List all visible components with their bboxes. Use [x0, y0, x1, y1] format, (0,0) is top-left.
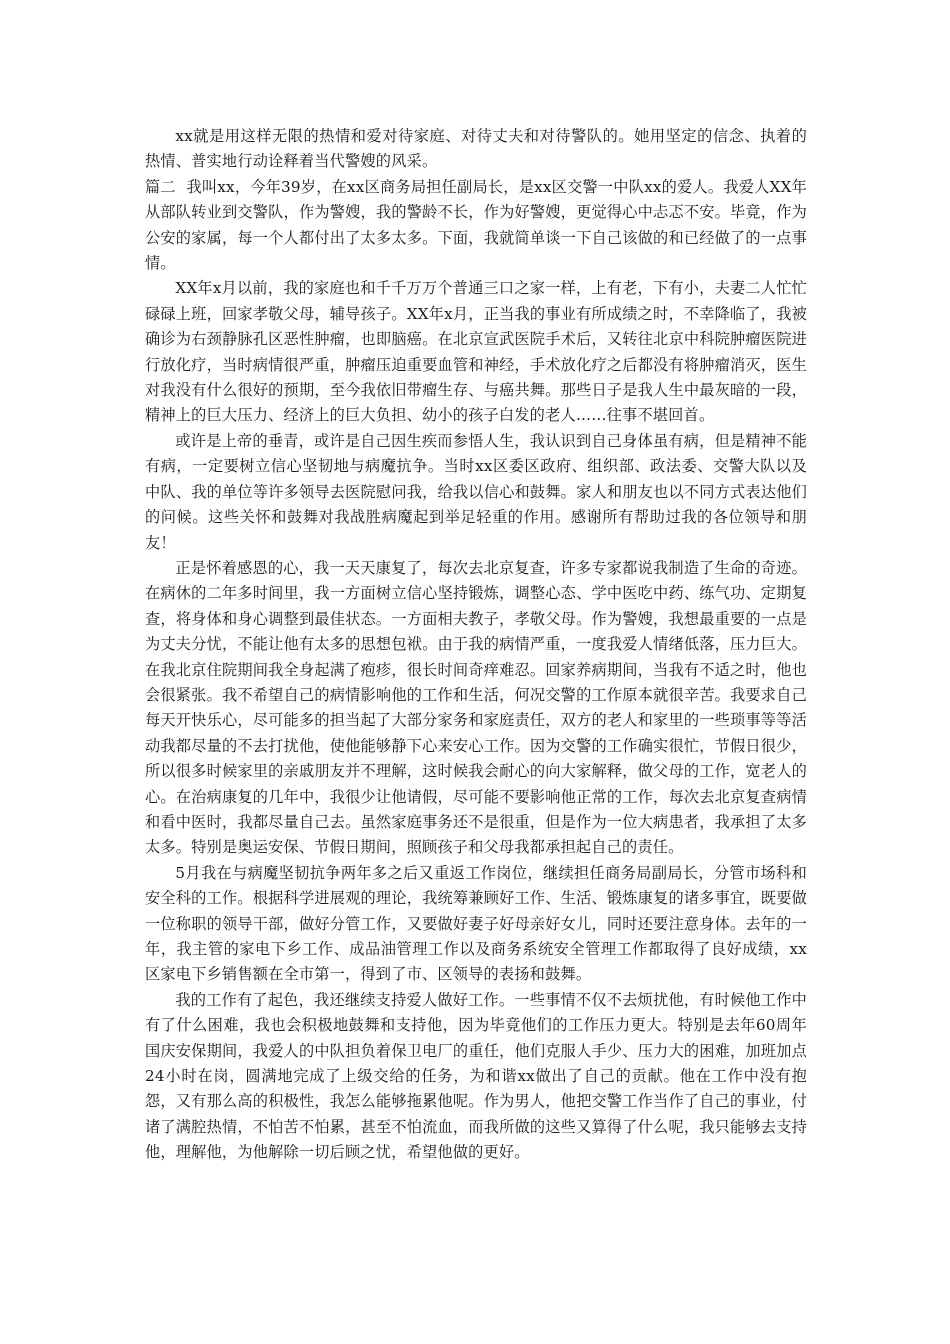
paragraph-6	[145, 861, 807, 988]
paragraph-text: 我叫xx，今年39岁，在xx区商务局担任副局长，是xx区交警一中队xx的爱人。我爱人XX年从部队转业到交警队，作为警嫂，我的警龄不长，作为好警嫂，更觉得心中忐忑不安。毕竟，作为公安的家属，每一个人都付出了太多太多。下面，我就简单谈一下自己该做的和已经做了的一点事情。	[145, 177, 807, 273]
paragraph-1	[145, 124, 807, 175]
paragraph-text: 正是怀着感恩的心，我一天天康复了，每次去北京复查，许多专家都说我制造了生命的奇迹。在病休的二年多时间里，我一方面树立信心坚持锻炼，调整心态、学中医吃中药、练气功、定期复查，将身体和身心调整到最佳状态。一方面相夫教子，孝敬父母。作为警嫂，我想最重要的一点是为丈夫分忧，不能让他有太多的思想包袱。由于我的病情严重，一度我爱人情绪低落，压力巨大。在我北京住院期间我全身起满了疱疹，很长时间奇痒难忍。回家养病期间，当我有不适之时，他也会很紧张。我不希望自己的病情影响他的工作和生活，何况交警的工作原本就很辛苦。我要求自己每天开快乐心，尽可能多的担当起了大部分家务和家庭责任，双方的老人和家里的一些琐事等等活动我都尽量的不去打扰他，使他能够静下心来安心工作。因为交警的工作确实很忙，节假日很少，所以很多时候家里的亲戚朋友并不理解，这时候我会耐心的向大家解释，做父母的工作，宽老人的心。在治病康复的几年中，我很少让他请假，尽可能不要影响他正常的工作，每次去北京复查病情和看中医时，我都尽量自己去。虽然家庭事务还不是很重，但是作为一位大病患者，我承担了太多太多。特别是奥运安保、节假日期间，照顾孩子和父母我都承担起自己的责任。	[145, 558, 807, 857]
paragraph-text: 或许是上帝的垂青，或许是自己因生疾而参悟人生，我认识到自己身体虽有病，但是精神不能有病，一定要树立信心坚韧地与病魔抗争。当时xx区委区政府、组织部、政法委、交警大队以及中队、我的单位等许多领导去医院慰问我，给我以信心和鼓舞。家人和朋友也以不同方式表达他们的问候。这些关怀和鼓舞对我战胜病魔起到举足轻重的作用。感谢所有帮助过我的各位领导和朋友！	[145, 431, 807, 552]
paragraph-text: 5月我在与病魔坚韧抗争两年多之后又重返工作岗位，继续担任商务局副局长，分管市场科和安全科的工作。根据科学进展观的理论，我统筹兼顾好工作、生活、锻炼康复的诸多事宜，既要做一位称职的领导干部，做好分管工作，又要做好妻子好母亲好女儿，同时还要注意身体。去年的一年，我主管的家电下乡工作、成品油管理工作以及商务系统安全管理工作都取得了良好成绩，xx区家电下乡销售额在全市第一，得到了市、区领导的表扬和鼓舞。	[145, 863, 807, 984]
paragraph-text: xx就是用这样无限的热情和爱对待家庭、对待丈夫和对待警队的。她用坚定的信念、执着的热情、普实地行动诠释着当代警嫂的风采。	[145, 127, 807, 171]
document-body	[145, 124, 807, 1166]
section-label: 篇二	[145, 177, 176, 196]
paragraph-text: 我的工作有了起色，我还继续支持爱人做好工作。一些事情不仅不去烦扰他，有时候他工作中有了什么困难，我也会积极地鼓舞和支持他，因为毕竟他们的工作压力更大。特别是去年60周年国庆安保期间，我爱人的中队担负着保卫电厂的重任，他们克服人手少、压力大的困难，加班加点24小时在岗，圆满地完成了上级交给的任务，为和谐xx做出了自己的贡献。他在工作中没有抱怨，又有那么高的积极性，我怎么能够拖累他呢。作为男人，他把交警工作当作了自己的事业，付诸了满腔热情，不怕苦不怕累，甚至不怕流血，而我所做的这些又算得了什么呢，我只能够去支持他，理解他，为他解除一切后顾之忧，希望他做的更好。	[145, 990, 807, 1162]
paragraph-5	[145, 556, 807, 861]
paragraph-7	[145, 988, 807, 1166]
paragraph-4	[145, 429, 807, 556]
paragraph-3	[145, 276, 807, 428]
paragraph-text: XX年x月以前，我的家庭也和千千万万个普通三口之家一样，上有老，下有小，夫妻二人忙忙碌碌上班，回家孝敬父母，辅导孩子。XX年x月，正当我的事业有所成绩之时，不幸降临了，我被确诊为右颈静脉孔区恶性肿瘤，也即脑癌。在北京宣武医院手术后，又转往北京中科院肿瘤医院进行放化疗，当时病情很严重，肿瘤压迫重要血管和神经，手术放化疗之后都没有将肿瘤消灭，医生对我没有什么很好的预期，至今我依旧带瘤生存、与癌共舞。那些日子是我人生中最灰暗的一段，精神上的巨大压力、经济上的巨大负担、幼小的孩子白发的老人……往事不堪回首。	[145, 279, 807, 425]
paragraph-2	[145, 175, 807, 277]
